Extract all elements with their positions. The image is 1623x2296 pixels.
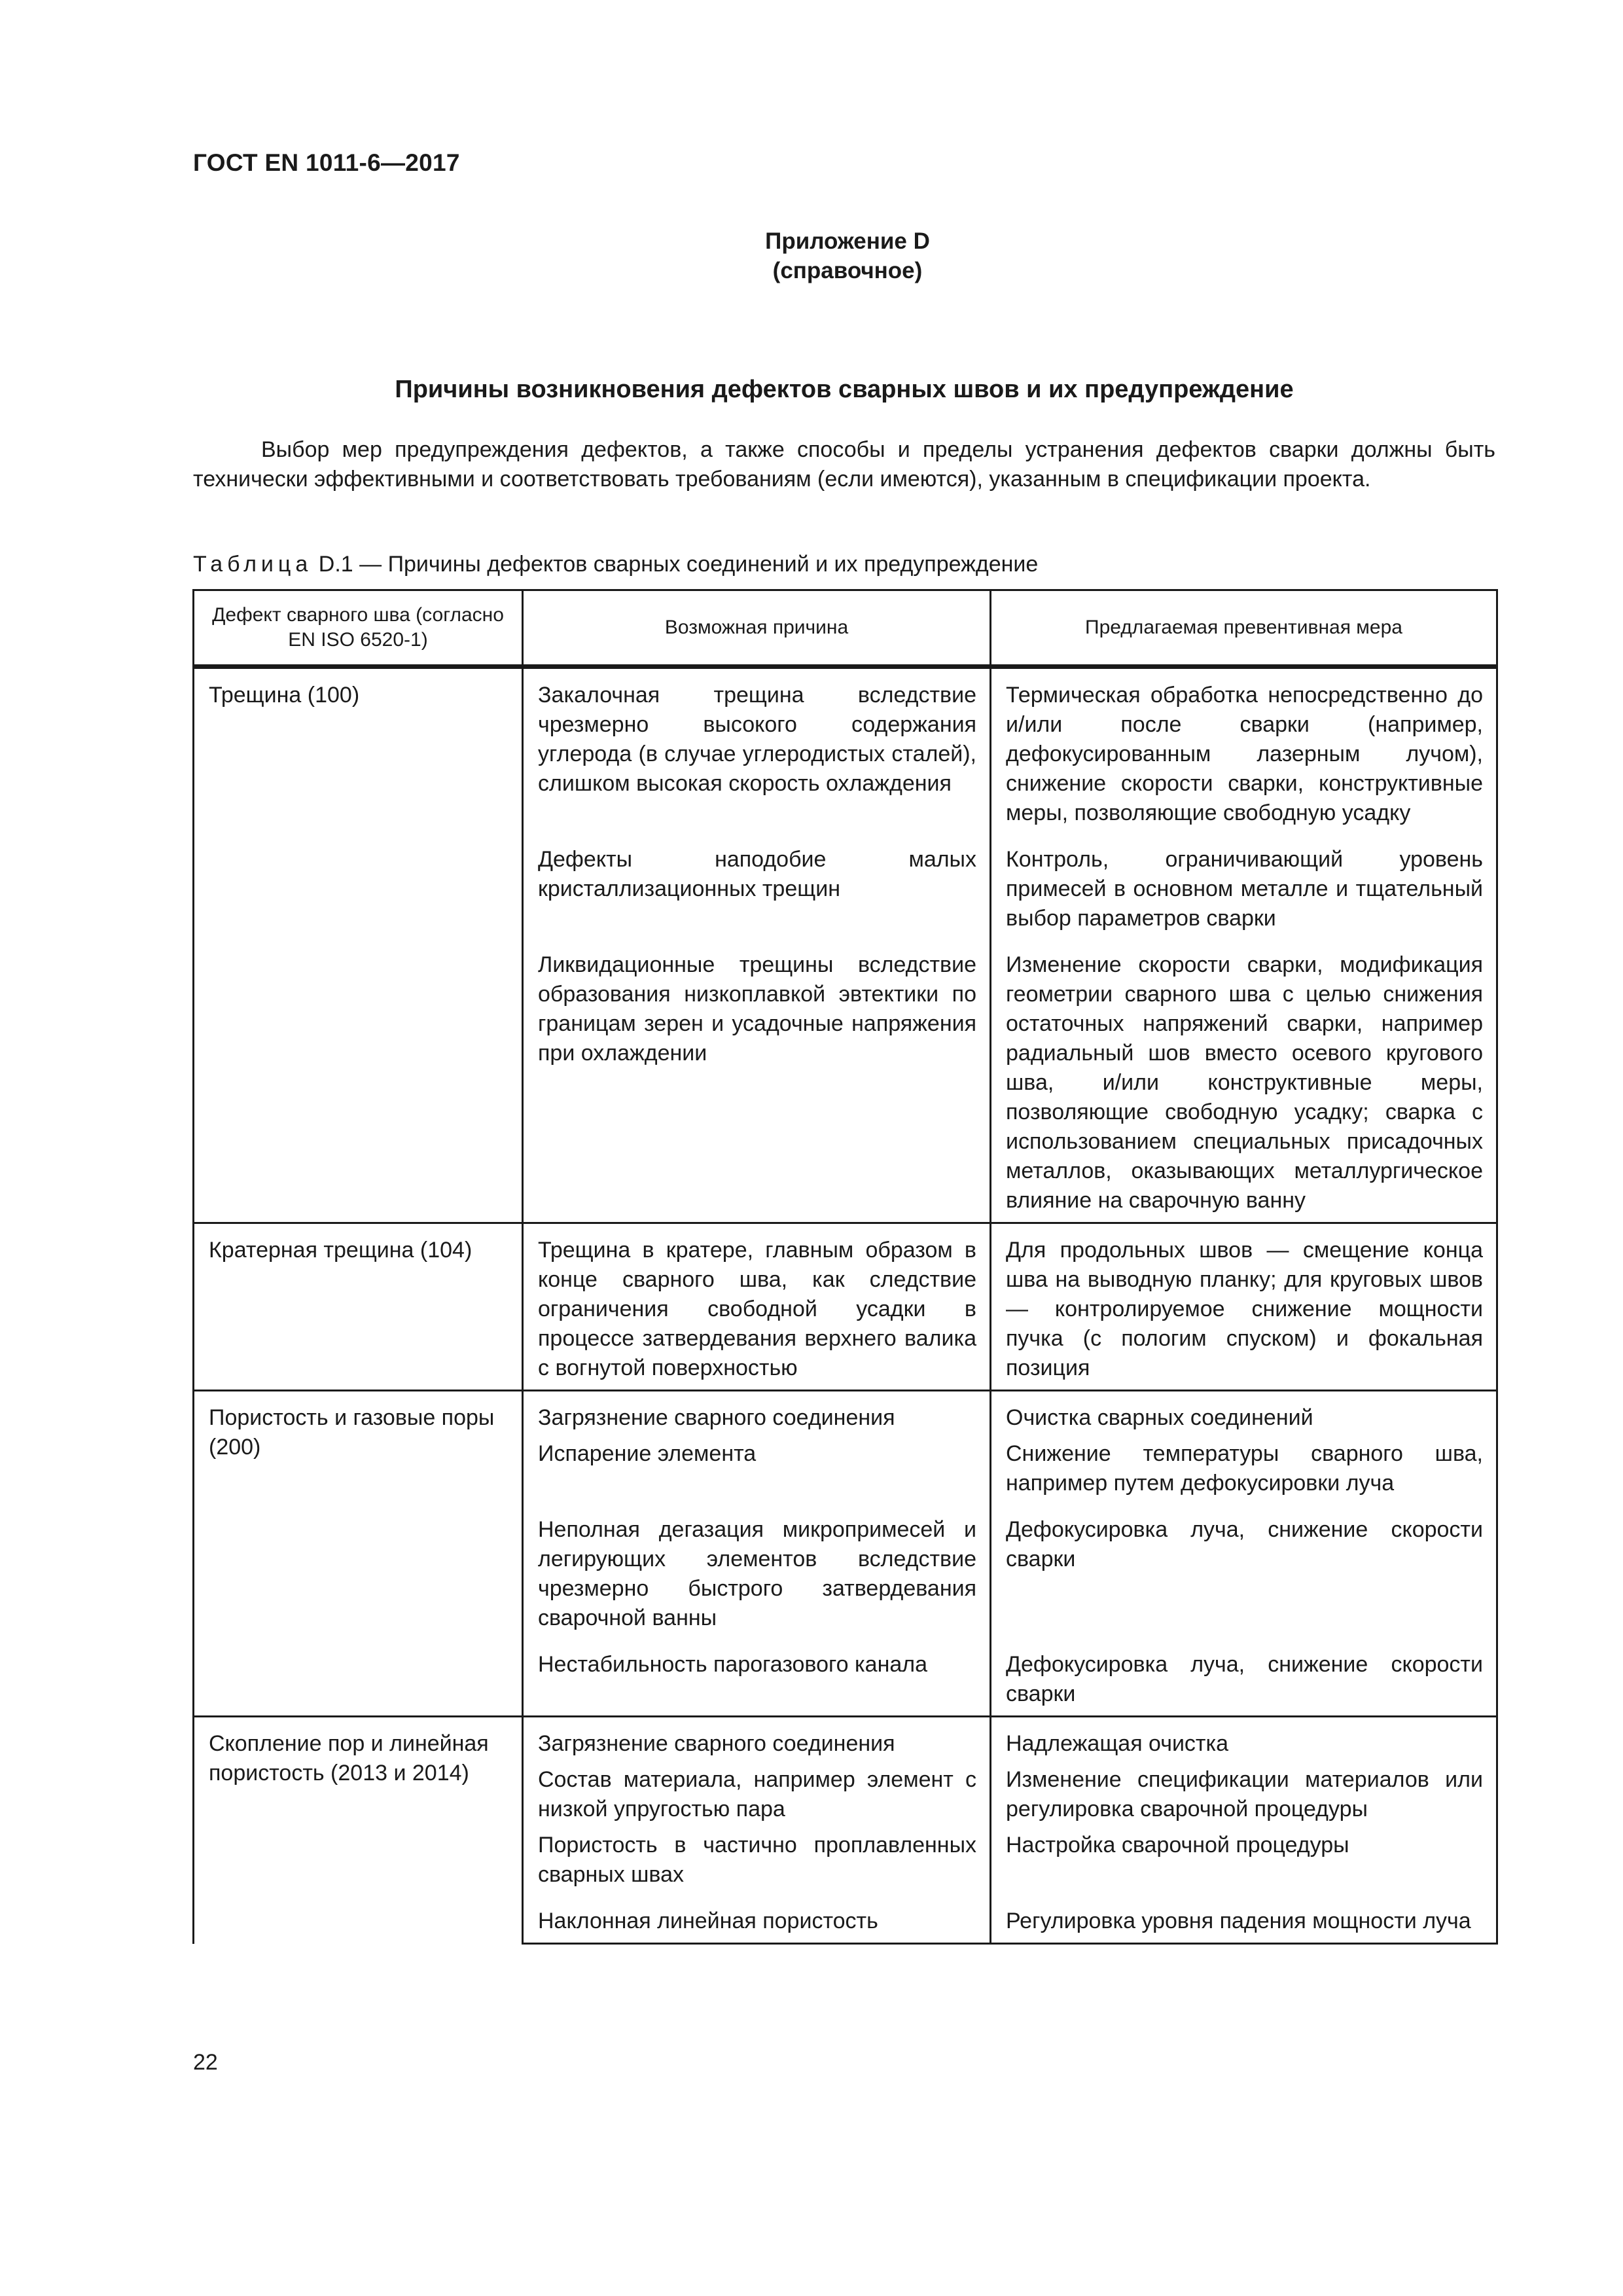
cause-cell: Пористость в частично проплавленных сварных швах	[523, 1824, 991, 1890]
measure-cell: Термическая обработка непосредственно до и/или после сварки (например, дефокусированным лазерным лучом), снижение скорости сварки, конструктивные меры, позволяющие свободную усадку	[991, 667, 1497, 829]
measure-cell: Для продольных швов — смещение конца шва на выводную планку; для круговых швов — контролируемое снижение мощности пучка (с пологим спуском) и фокальная позиция	[991, 1223, 1497, 1391]
measure-cell: Изменение спецификации материалов или регулировка сварочной процедуры	[991, 1759, 1497, 1824]
table-row	[194, 1717, 1497, 1759]
defect-cell: Пористость и газовые поры (200)	[194, 1391, 523, 1717]
defect-cell: Трещина (100)	[194, 667, 523, 1223]
defects-table	[192, 589, 1498, 1945]
table-row	[194, 1391, 1497, 1433]
cause-cell: Нестабильность парогазового канала	[523, 1633, 991, 1717]
measure-cell: Дефокусировка луча, снижение скорости сварки	[991, 1633, 1497, 1717]
column-header-measure: Предлагаемая превентивная мера	[991, 590, 1497, 667]
table-header-row	[194, 590, 1497, 667]
defect-cell: Скопление пор и линейная пористость (2013 и 2014)	[194, 1717, 523, 1944]
measure-cell: Очистка сварных соединений	[991, 1391, 1497, 1433]
table-caption-label: Таблица	[193, 552, 313, 577]
column-header-defect: Дефект сварного шва (согласно EN ISO 6520-1)	[194, 590, 523, 667]
cause-cell: Загрязнение сварного соединения	[523, 1717, 991, 1759]
measure-cell: Настройка сварочной процедуры	[991, 1824, 1497, 1890]
table-row	[194, 667, 1497, 829]
appendix-subtitle: (справочное)	[772, 258, 923, 283]
cause-cell: Испарение элемента	[523, 1433, 991, 1498]
measure-cell: Регулировка уровня падения мощности луча	[991, 1890, 1497, 1944]
cause-cell: Загрязнение сварного соединения	[523, 1391, 991, 1433]
cause-cell: Ликвидационные трещины вследствие образования низкоплавкой эвтектики по границам зерен и усадочные напряжения при охлаждении	[523, 933, 991, 1223]
cause-cell: Состав материала, например элемент с низкой упругостью пара	[523, 1759, 991, 1824]
measure-cell: Снижение температуры сварного шва, например путем дефокусировки луча	[991, 1433, 1497, 1498]
column-header-cause: Возможная причина	[523, 590, 991, 667]
cause-cell: Трещина в кратере, главным образом в конце сварного шва, как следствие ограничения свободной усадки в процессе затвердевания верхнего валика с вогнутой поверхностью	[523, 1223, 991, 1391]
cause-cell: Неполная дегазация микропримесей и легирующих элементов вследствие чрезмерно быстрого затвердевания сварочной ванны	[523, 1498, 991, 1633]
appendix-heading	[0, 226, 1623, 285]
page-number: 22	[193, 2050, 218, 2075]
cause-cell: Закалочная трещина вследствие чрезмерно высокого содержания углерода (в случае углеродистых сталей), слишком высокая скорость охлаждения	[523, 667, 991, 829]
measure-cell: Контроль, ограничивающий уровень примесей в основном металле и тщательный выбор параметров сварки	[991, 828, 1497, 933]
table-row	[194, 1223, 1497, 1391]
table-caption-text: D.1 — Причины дефектов сварных соединений и их предупреждение	[318, 552, 1039, 577]
intro-paragraph: Выбор мер предупреждения дефектов, а также способы и пределы устранения дефектов сварки должны быть технически эффективными и соответствовать требованиям (если имеются), указанным в спецификации проекта.	[193, 437, 1495, 492]
measure-cell: Дефокусировка луча, снижение скорости сварки	[991, 1498, 1497, 1633]
cause-cell: Дефекты наподобие малых кристаллизационных трещин	[523, 828, 991, 933]
measure-cell: Надлежащая очистка	[991, 1717, 1497, 1759]
cause-cell: Наклонная линейная пористость	[523, 1890, 991, 1944]
measure-cell: Изменение скорости сварки, модификация геометрии сварного шва с целью снижения остаточных напряжений сварки, например радиальный шов вместо осевого кругового шва, и/или конструктивные меры, позволяющие свободную усадку; сварка с использованием специальных присадочных металлов, оказывающих металлургическое влияние на сварочную ванну	[991, 933, 1497, 1223]
document-code: ГОСТ EN 1011-6—2017	[193, 149, 460, 176]
defect-cell: Кратерная трещина (104)	[194, 1223, 523, 1391]
table-caption	[193, 552, 1038, 577]
section-title: Причины возникновения дефектов сварных швов и их предупреждение	[395, 376, 1294, 403]
appendix-title: Приложение D	[765, 228, 930, 254]
